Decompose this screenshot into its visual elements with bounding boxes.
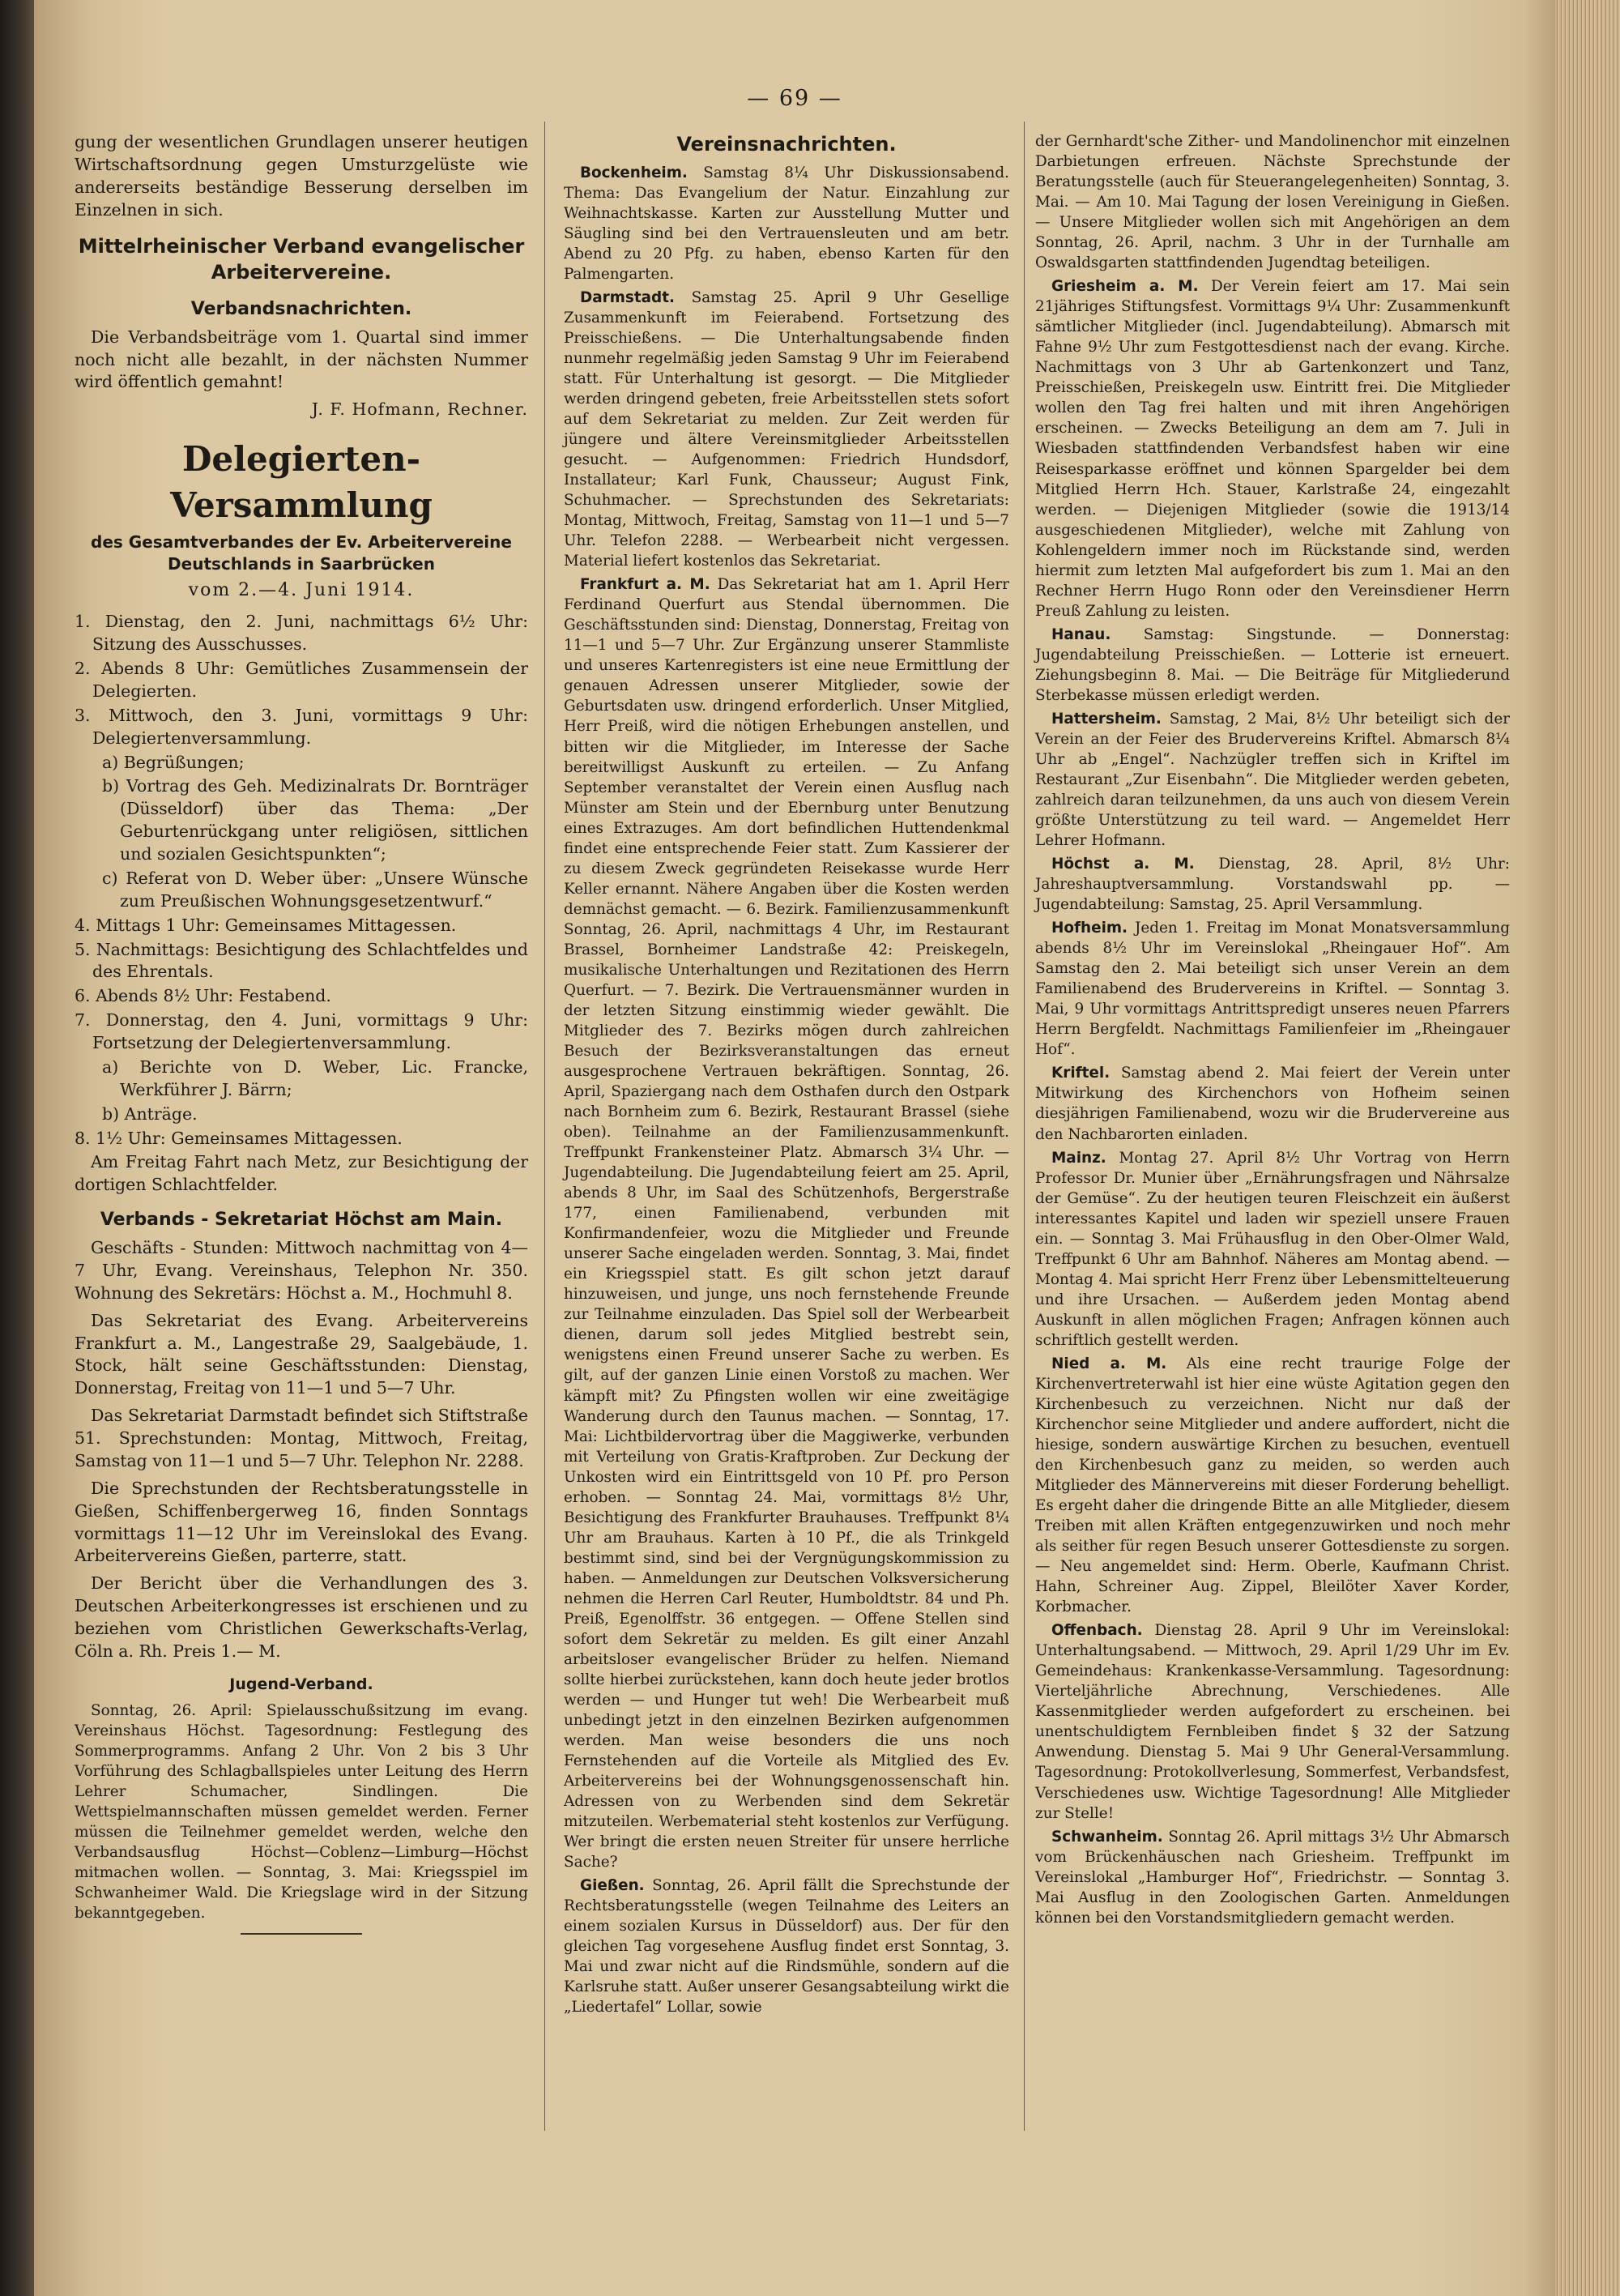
entry-text: Samstag: Singstunde. — Donnerstag: Jugendabteilung Preisschießen. — Lotterie ist erneuert. Ziehungsbeginn 8. Mai. — Die Beiträge für Mitgliederund Sterbekasse müssen erledigt werden. — [1035, 625, 1510, 704]
program-item: 1. Dienstag, den 2. Juni, nachmittags 6½ Uhr: Sitzung des Ausschusses. — [75, 612, 528, 655]
entry-place: Mainz. — [1051, 1149, 1106, 1167]
verbandsnachrichten-heading: Verbandsnachrichten. — [190, 298, 412, 319]
ornament-rule — [241, 1933, 362, 1935]
entry-place: Hattersheim. — [1051, 710, 1162, 728]
program-note: Am Freitag Fahrt nach Metz, zur Besichtigung der dortigen Schlachtfelder. — [75, 1152, 528, 1195]
intro-text: gung der wesentlichen Grundlagen unserer heutigen Wirtschaftsordnung gegen Umsturzgelüste wie andererseits beständige Besserung derselben im Einzelnen in sich. — [75, 132, 528, 220]
sekretariat-title: Verbands - Sekretariat Höchst am Main. — [100, 1210, 503, 1231]
entry-place: Hofheim. — [1051, 920, 1128, 937]
right-column — [1035, 131, 1510, 1931]
entry-text: Jeden 1. Freitag im Monat Monatsversammlung abends 8½ Uhr im Vereinslokal „Rheingauer Hof“. Am Samstag den 2. Mai beteiligt sich unser Verein an dem Familienabend des Brudervereins in Kriftel. — Sonntag 3. Mai, 9 Uhr vormittags Antrittspredigt unseres neuen Pfarrers Herrn Bergfeldt. Nachmittags Familienfeier im „Rheingauer Hof“. — [1035, 920, 1510, 1059]
program-item: 2. Abends 8 Uhr: Gemütliches Zusammensein der Delegierten. — [75, 659, 528, 701]
column-rule-2 — [1024, 122, 1025, 2131]
program-item: 3. Mittwoch, den 3. Juni, vormittags 9 Uhr: Delegiertenversammlung. — [75, 705, 528, 748]
left-column — [75, 131, 528, 1944]
program-item: 8. 1½ Uhr: Gemeinsames Mittagessen. — [75, 1128, 403, 1148]
program-item: 7. Donnerstag, den 4. Juni, vormittags 9 Uhr: Fortsetzung der Delegiertenversammlung. — [75, 1010, 528, 1053]
vereinsnachricht-entry — [1035, 1827, 1510, 1928]
vereinsnachricht-entry — [1035, 709, 1510, 851]
entry-text: Samstag, 2 Mai, 8½ Uhr beteiligt sich der Verein an der Feier des Brudervereins Kriftel. Abmarsch 8¼ Uhr ab „Engel“. Nachzügler treffen sich in Kriftel im Restaurant „Zur Eisenbahn“. Die Mitglieder werden gebeten, zahlreich daran teilzunehmen, da uns auch von diesem Verein größte Unterstützung zu teil ward. — Angemeldet Herr Lehrer Hofmann. — [1035, 710, 1510, 850]
program-subitem: c) Referat von D. Weber über: „Unsere Wünsche zum Preußischen Wohnungsgesetzentwurf.“ — [102, 868, 528, 911]
entry-text: Samstag 25. April 9 Uhr Gesellige Zusammenkunft im Feierabend. Fortsetzung des Preisschießens. — Die Unterhaltungsabende finden nunmehr regelmäßig jeden Samstag 9 Uhr im Feierabend statt. Für Unterhaltung ist gesorgt. — Die Mitglieder werden dringend gebeten, freie Arbeitsstellen stets sofort auf dem Sekretariat zu melden. Zur Zeit werden für jüngere und ältere Vereinsmitglieder Arbeitsstellen gesucht. — Aufgenommen: Friedrich Hundsdorf, Installateur; Karl Funk, Chausseur; August Fink, Schuhmacher. — Sprechstunden des Sekretariats: Montag, Mittwoch, Freitag, Samstag von 11—1 und 5—7 Uhr. Telefon 2288. — Werbearbeit nicht vergessen. Material liefert kostenlos das Sekretariat. — [564, 288, 1009, 570]
entry-place: Hanau. — [1051, 625, 1111, 643]
entry-text: Der Verein feiert am 17. Mai sein 21jähriges Stiftungsfest. Vormittags 9¼ Uhr: Zusammenkunft sämtlicher Mitglieder (incl. Jugendabteilung). Abmarsch mit Fahne 9½ Uhr zum Festgottesdienst nach der evang. Kirche. Nachmittags von 3 Uhr ab Gartenkonzert und Tanz, Preisschießen, Preiskegeln usw. Eintritt frei. Die Mitglieder wollen den Tag frei halten und mit ihren Angehörigen erscheinen. — Zwecks Beteiligung an dem am 7. Juli in Wiesbaden stattfindenden Verbandsfest haben wir eine Reisesparkasse eröffnet und können Spargelder bei dem Mitglied Herrn Hch. Stauer, Karlstraße 24, eingezahlt werden. — Diejenigen Mitglieder (sowie die 1913/14 ausgeschiedenen Mitglieder), welche mit Zahlung von Kohlengeldern immer noch im Rückstande sind, werden hiermit zum letzten Mal aufgefordert bis zum 1. Mai an den Rechner Herrn Hugo Ronn oder den Vereinsdiener Herrn Preuß Zahlung zu leisten. — [1035, 278, 1510, 620]
entry-place: Kriftel. — [1051, 1065, 1111, 1082]
vereinsnachricht-entry — [564, 1876, 1009, 2017]
delegierten-subtitle: des Gesamtverbandes der Ev. Arbeitervereine Deutschlands in Saarbrücken — [91, 532, 512, 574]
entry-text: Sonntag, 26. April fällt die Sprechstunde der Rechtsberatungsstelle (wegen Teilnahme des Leiters an einem sozialen Kursus in Düsseldorf) aus. Der für den gleichen Tag vorgesehene Ausflug findet erst Sonntag, 3. Mai und zwar nicht auf die Rindsmühle, sondern auf die Karlsruhe statt. Außer unserer Gesangsabteilung wirkt die „Liedertafel“ Lollar, sowie — [564, 1877, 1009, 2016]
vereinsnachricht-entry — [1035, 1148, 1510, 1351]
delegierten-dates: vom 2.—4. Juni 1914. — [188, 580, 415, 601]
entry-text: Samstag 8¼ Uhr Diskussionsabend. Thema: Das Evangelium der Natur. Einzahlung zur Weihnachtskasse. Karten zur Ausstellung Mutter und Säugling sind bei den Vertrauensleuten und am betr. Abend zu 20 Pfg. zu haben, ebenso Karten für den Palmengarten. — [564, 164, 1009, 283]
signature: J. F. Hofmann, Rechner. — [311, 399, 528, 420]
entry-place: Offenbach. — [1051, 1622, 1143, 1640]
vereinsnachricht-entry — [1035, 1354, 1510, 1617]
entry-text: Als eine recht traurige Folge der Kirchenvertreterwahl ist hier eine wüste Agitation gegen den Kirchenbesuch zu verzeichnen. Nicht nur daß der Kirchenchor seine Mitglieder und andere auffordert, nicht die hiesige, sondern auswärtige Kirchen zu besuchen, eventuell den Kirchenbesuch ganz zu meiden, so werden auch Mitglieder des Männervereins mit dieser Forderung behelligt. Es ergeht daher die dringende Bitte an alle Mitglieder, diesem Treiben mit allen Kräften entgegenzuwirken und noch mehr als seither für regen Besuch unserer Gottesdienste zu sorgen. — Neu angemeldet sind: Herm. Oberle, Kaufmann Christ. Hahn, Schreiner Aug. Zippel, Bleilöter Xaver Korder, Korbmacher. — [1035, 1355, 1510, 1616]
entry-place: Höchst a. M. — [1051, 856, 1195, 873]
entry-text: Das Sekretariat hat am 1. April Herr Ferdinand Querfurt aus Stendal übernommen. Die Geschäftsstunden sind: Dienstag, Donnerstag, Freitag von 11—1 und 5—7 Uhr. Zur Ergänzung unserer Stammliste und unseres Kartenregisters ist eine neue Ermittlung der genauen Adressen unserer Mitglieder, sowie der Geburtsdaten usw. dringend erforderlich. Unser Mitglied, Herr Preiß, wird die nötigen Erhebungen anstellen, und bitten wir die Mitglieder, im Interesse der Sache bereitwilligst Auskunft zu erteilen. — Zu Anfang September veranstaltet der Verein einen Ausflug nach Münster am Stein und der Ebernburg unter Benutzung eines Extrazuges. Am dort befindlichen Huttendenkmal findet eine entsprechende Feier statt. Zum Kassierer der zu diesem Zweck gegründeten Reisekasse wurde Herr Keller ernannt. Nähere Angaben über die Kosten werden demnächst gemacht. — 6. Bezirk. Familienzusammenkunft Sonntag, 26. April, nachmittags 4 Uhr, im Restaurant Brassel, Bornheimer Landstraße 42: Preiskegeln, musikalische Unterhaltungen und Rezitationen des Herrn Querfurt. — 7. Bezirk. Die Vertrauensmänner wurden in der letzten Sitzung einstimmig wieder gewählt. Die Mitglieder des 7. Bezirks mögen durch zahlreichen Besuch der Bezirksveranstaltungen das erneut ausgesprochene Vertrauen bekräftigen. Sonntag, 26. April, Spaziergang nach dem Osthafen durch den Ostpark nach Bornheim zum 6. Bezirk, Restaurant Brassel (siehe oben). Teilnahme an der Familienzusammenkunft. Treffpunkt Frankensteiner Platz. Abmarsch 3¼ Uhr. — Jugendabteilung. Die Jugendabteilung feiert am 25. April, abends 8 Uhr, im Saal des Schützenhofs, Bergerstraße 177, einen Familienabend, verbunden mit Konfirmandenfeier, wozu die Mitglieder und Freunde unserer Sache eingeladen werden. Sonntag, 3. Mai, findet ein Kriegsspiel statt. Es gilt schon jetzt darauf hinzuweisen, und junge, uns noch fernstehende Freunde zur Teilnahme einzuladen. Das Spiel soll der Werbearbeit dienen, darum soll jedes Mitglied bestrebt sein, wenigstens einen Freund unserer Sache zu werben. Es gilt, auf der ganzen Linie einen Vorstoß zu machen. Wer kämpft mit? Zu Pfingsten wollen wir eine zweitägige Wanderung durch den Taunus machen. — Sonntag, 17. Mai: Lichtbildervortrag über die Maggiwerke, verbunden mit Verteilung von Gratis-Kraftproben. Zur Deckung der Unkosten wird ein Eintrittsgeld von 10 Pf. pro Person erhoben. — Sonntag 24. Mai, vormittags 8½ Uhr, Besichtigung des Frankfurter Brauhauses. Treffpunkt 8¼ Uhr am Brauhaus. Karten à 10 Pf., die als Trinkgeld bestimmt sind, sind bei der Vergnügungskommission zu haben. — Anmeldungen zur Deutschen Volksversicherung nehmen die Herren Carl Reuter, Humboldtstr. 84 und Ph. Preiß, Egenolffstr. 36 entgegen. — Offene Stellen sind sofort dem Sekretär zu melden. Es gilt einer Anzahl arbeitsloser evangelischer Brüder zu helfen. Niemand sollte hierbei zurückstehen, kann doch heute jeder brotlos werden — und Hunger tut weh! Die Werbearbeit muß unbedingt jetzt in den einzelnen Bezirken aufgenommen werden. Man weise besonders die uns noch Fernstehenden auf die Vorteile als Mitglied des Ev. Arbeitervereins bei der Wohnungsgenossenschaft hin. Adressen von zu Werbenden sind dem Sekretär mitzuteilen. Werbematerial steht kostenlos zur Verfügung. Wer bringt die ersten neuen Streiter für unsere herrliche Sache? — [564, 576, 1009, 1871]
verbandsnachrichten-text: Die Verbandsbeiträge vom 1. Quartal sind immer noch nicht alle bezahlt, in der nächsten Nummer wird öffentlich gemahnt! — [75, 326, 528, 392]
program-item: 6. Abends 8½ Uhr: Festabend. — [75, 986, 331, 1006]
entry-place: Griesheim a. M. — [1051, 278, 1199, 296]
sekretariat-text: Die Sprechstunden der Rechtsberatungsstelle in Gießen, Schiffenbergerweg 16, finden Sonntags vormittags 11—12 Uhr im Vereinslokal des Evang. Arbeitervereins Gießen, parterre, statt. — [75, 1478, 528, 1566]
sekretariat-text: Geschäfts - Stunden: Mittwoch nachmittag von 4—7 Uhr, Evang. Vereinshaus, Telephon Nr. 350. Wohnung des Sekretärs: Höchst a. M., Hochmuhl 8. — [75, 1238, 528, 1303]
vereinsnachricht-entry — [1035, 918, 1510, 1060]
jugend-text: Sonntag, 26. April: Spielausschußsitzung im evang. Vereinshaus Höchst. Tagesordnung: Festlegung des Sommerprogramms. Anfang 2 Uhr. Von 2 bis 3 Uhr Vorführung des Schlagballspieles unter Leitung des Herrn Lehrer Schumacher, Sindlingen. Die Wettspielmannschaften müssen gemeldet werden. Ferner müssen die Teilnehmer gemeldet werden, welche den Verbandsausflug Höchst—Coblenz—Limburg—Höchst mitmachen wollen. — Sonntag, 3. Mai: Kriegsspiel im Schwanheimer Wald. Die Kriegslage wird in der Sitzung bekanntgegeben. — [75, 1701, 528, 1922]
entry-place: Bockenheim. — [580, 164, 688, 181]
entry-place: Schwanheim. — [1051, 1828, 1163, 1846]
page-edges — [1555, 0, 1620, 2296]
jugend-title: Jugend-Verband. — [229, 1675, 373, 1693]
entry-place: Nied a. M. — [1051, 1355, 1167, 1372]
entry-place: Frankfurt a. M. — [580, 576, 710, 594]
entry-place: Darmstadt. — [580, 288, 675, 306]
vereinsnachricht-entry — [1035, 854, 1510, 915]
program-subitem: b) Anträge. — [102, 1103, 198, 1124]
newspaper-page — [34, 0, 1555, 2296]
entry-text: der Gernhardt'sche Zither- und Mandolinenchor mit einzelnen Darbietungen erfreuen. Nächste Sprechstunde der Beratungsstelle (auch für Steuerangelegenheiten) Sonntag, 3. Mai. — Am 10. Mai Tagung der losen Vereinigung in Gießen. — Unsere Mitglieder wollen sich mit Angehörigen an dem Sonntag, 26. April, nachm. 3 Uhr in der Turnhalle am Oswaldsgarten stattfindenden Jugendtag beteiligen. — [1035, 133, 1510, 272]
vereinsnachricht-entry — [1035, 276, 1510, 621]
entry-text: Dienstag 28. April 9 Uhr im Vereinslokal: Unterhaltungsabend. — Mittwoch, 29. April 1/29 Uhr im Ev. Gemeindehaus: Krankenkasse-Versammlung. Tagesordnung: Vierteljährliche Abrechnung, Verschiedenes. Alle Kassenmitglieder werden aufgefordert zu erscheinen. bei unentschuldigtem Fernbleiben findet § 32 der Satzung Anwendung. Dienstag 5. Mai 9 Uhr General-Versammlung. Tagesordnung: Protokollverlesung, Sommerfest, Verbandsfest, Verschiedenes usw. Wichtige Tagesordnung! Alle Mitglieder zur Stelle! — [1035, 1622, 1510, 1822]
vereinsnachricht-entry — [1035, 1620, 1510, 1823]
sekretariat-text: Der Bericht über die Verhandlungen des 3. Deutschen Arbeiterkongresses ist erschienen und zu beziehen vom Christlichen Gewerkschafts-Verlag, Cöln a. Rh. Preis 1.— M. — [75, 1573, 528, 1661]
vereinsnachricht-entry — [1035, 625, 1510, 706]
vereinsnachricht-entry — [564, 574, 1009, 1872]
verband-title: Mittelrheinischer Verband evangelischer Arbeitervereine. — [78, 234, 525, 284]
program-item: 5. Nachmittags: Besichtigung des Schlachtfeldes und des Ehrentals. — [75, 939, 528, 982]
sekretariat-text: Das Sekretariat des Evang. Arbeitervereins Frankfurt a. M., Langestraße 29, Saalgebäude, 1. Stock, hält seine Geschäftsstunden: Dienstag, Donnerstag, Freitag von 11—1 und 5—7 Uhr. — [75, 1310, 528, 1398]
book-binding — [0, 0, 34, 2296]
program-subitem: a) Berichte von D. Weber, Lic. Francke, Werkführer J. Bärrn; — [102, 1056, 528, 1099]
entry-text: Sonntag 26. April mittags 3½ Uhr Abmarsch vom Brückenhäuschen nach Griesheim. Treffpunkt im Vereinslokal „Hamburger Hof“, Friedrichstr. — Sonntag 3. Mai Ausflug in den Zoologischen Garten. Anmeldungen können bei den Vorstandsmitgliedern gemacht werden. — [1035, 1828, 1510, 1927]
vereinsnachrichten-heading: Vereinsnachrichten. — [676, 133, 897, 156]
vereinsnachricht-entry — [1035, 131, 1510, 273]
sekretariat-text: Das Sekretariat Darmstadt befindet sich Stiftstraße 51. Sprechstunden: Montag, Mittwoch, Freitag, Samstag von 11—1 und 5—7 Uhr. Telephon Nr. 2288. — [75, 1406, 528, 1470]
entry-text: Dienstag, 28. April, 8½ Uhr: Jahreshauptversammlung. Vorstandswahl pp. — Jugendabteilung: Samstag, 25. April Versammlung. — [1035, 856, 1510, 914]
column-rule-1 — [544, 122, 545, 2131]
entry-text: Montag 27. April 8½ Uhr Vortrag von Herrn Professor Dr. Munier über „Ernährungsfragen und Nährsalze der Gemüse“. Zu der heutigen teuren Fleischzeit ein äußerst interessantes Kapitel und laden wir speziell unsere Frauen ein. — Sonntag 3. Mai Frühausflug in den Ober-Olmer Wald, Treffpunkt 6 Uhr am Bahnhof. Näheres am Montag abend. — Montag 4. Mai spricht Herr Frenz über Lebensmittelteuerung und ihre Ursachen. — Außerdem jeden Montag abend Auskunft in allen möglichen Fragen; Anfragen können auch schriftlich gestellt werden. — [1035, 1149, 1510, 1349]
program-subitem: b) Vortrag des Geh. Medizinalrats Dr. Bornträger (Düsseldorf) über das Thema: „Der Geburtenrückgang unter religiösen, sittlichen und sozialen Gesichtspunkten“; — [102, 776, 528, 864]
vereinsnachricht-entry — [564, 163, 1009, 284]
delegierten-title: Delegierten-Versammlung — [170, 439, 433, 526]
program-subitem: a) Begrüßungen; — [102, 752, 245, 772]
program-item: 4. Mittags 1 Uhr: Gemeinsames Mittagessen. — [75, 915, 457, 935]
entry-place: Gießen. — [580, 1877, 645, 1895]
entry-text: Samstag abend 2. Mai feiert der Verein unter Mitwirkung des Kirchenchors von Hofheim seinen diesjährigen Familienabend, wozu wir die Brudervereine aus den Nachbarorten einladen. — [1035, 1065, 1510, 1143]
vereinsnachricht-entry — [564, 288, 1009, 571]
middle-column — [564, 131, 1009, 2021]
page-number: — 69 — — [747, 86, 842, 111]
vereinsnachricht-entry — [1035, 1063, 1510, 1144]
